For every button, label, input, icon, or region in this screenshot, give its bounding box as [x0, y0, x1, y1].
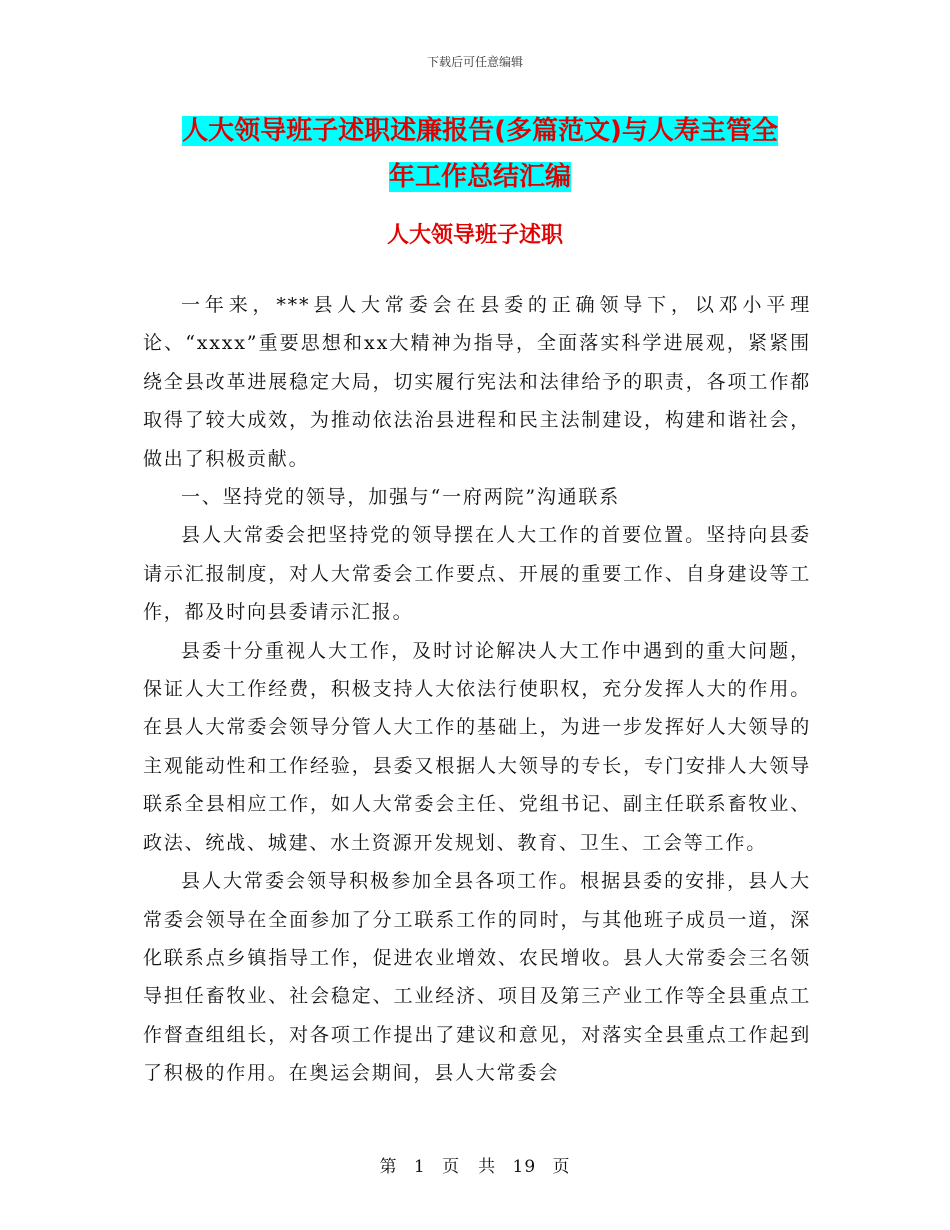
- body-text: [143, 286, 811, 1093]
- page-number: 1: [413, 1157, 426, 1177]
- document-title: [150, 108, 810, 200]
- page-label-suffix: 页: [552, 1157, 571, 1177]
- document-title-line-1: 人大领导班子述职述廉报告(多篇范文)与人寿主管全: [182, 116, 778, 146]
- page-footer: [0, 1152, 950, 1177]
- page-label-mid: 页 共: [442, 1157, 497, 1177]
- total-pages: 19: [512, 1157, 537, 1177]
- paragraph: 县人大常委会领导积极参加全县各项工作。根据县委的安排，县人大常委会领导在全面参加了分工联系工作的同时，与其他班子成员一道，深化联系点乡镇指导工作，促进农业增效、农民增收。县人大常委会三名领导担任畜牧业、社会稳定、工业经济、项目及第三产业工作等全县重点工作督查组组长，对各项工作提出了建议和意见，对落实全县重点工作起到了积极的作用。在奥运会期间，县人大常委会: [143, 870, 811, 1085]
- section-title: 人大领导班子述职: [386, 223, 563, 248]
- paragraph: 县委十分重视人大工作，及时讨论解决人大工作中遇到的重大问题，保证人大工作经费，积极支持人大依法行使职权，充分发挥人大的作用。在县人大常委会领导分管人大工作的基础上，为进一步发挥好人大领导的主观能动性和工作经验，县委又根据人大领导的专长，专门安排人大领导联系全县相应工作，如人大常委会主任、党组书记、副主任联系畜牧业、政法、统战、城建、水土资源开发规划、教育、卫生、工会等工作。: [143, 639, 811, 854]
- document-title-line-2: 年工作总结汇编: [388, 162, 571, 192]
- paragraph-intro: 一年来，***县人大常委会在县委的正确领导下，以邓小平理论、“xxxx”重要思想和xx大精神为指导，全面落实科学进展观，紧紧围绕全县改革进展稳定大局，切实履行宪法和法律给予的职责，各项工作都取得了较大成效，为推动依法治县进程和民主法制建设，构建和谐社会，做出了积极贡献。: [143, 294, 811, 470]
- header-note: 下载后可任意编辑: [426, 55, 523, 69]
- paragraph-heading-1: 一、坚持党的领导，加强与“一府两院”沟通联系: [181, 486, 621, 509]
- page-label-prefix: 第: [379, 1157, 398, 1177]
- paragraph: 县人大常委会把坚持党的领导摆在人大工作的首要位置。坚持向县委请示汇报制度，对人大常委会工作要点、开展的重要工作、自身建设等工作，都及时向县委请示汇报。: [143, 524, 811, 624]
